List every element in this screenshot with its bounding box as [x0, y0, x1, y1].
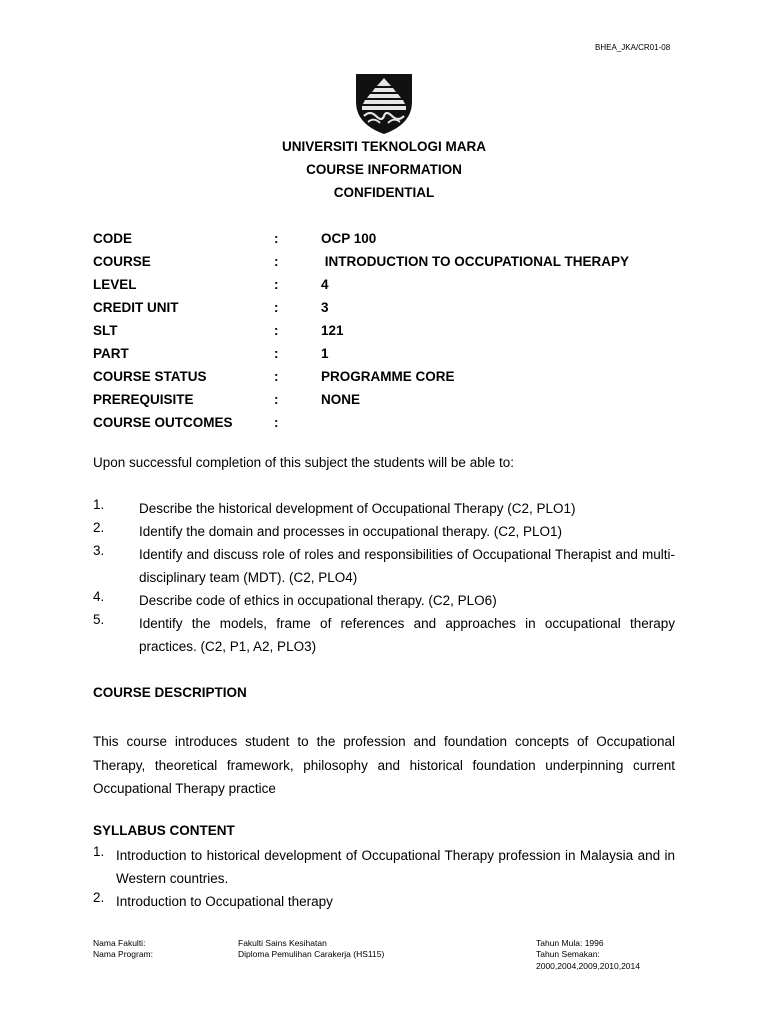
footer-review-value: 2000,2004,2009,2010,2014 [536, 961, 640, 971]
info-separator: : [274, 369, 279, 384]
footer-faculty-value: Fakulti Sains Kesihatan [238, 938, 327, 948]
info-label: COURSE OUTCOMES [93, 415, 233, 430]
footer-program-label: Nama Program: [93, 949, 153, 959]
info-separator: : [274, 300, 279, 315]
outcome-text: Describe the historical development of Occupational Therapy (C2, PLO1) [139, 501, 576, 516]
info-value: NONE [321, 392, 361, 407]
footer-start-label: Tahun Mula: [536, 938, 583, 948]
info-value: 121 [321, 323, 344, 338]
course-description-title: COURSE DESCRIPTION [93, 685, 247, 700]
outcome-number: 5. [93, 612, 105, 627]
syllabus-number: 1. [93, 844, 105, 859]
info-separator: : [274, 415, 279, 430]
outcome-number: 1. [93, 497, 105, 512]
outcome-text: Identify the domain and processes in occupational therapy. (C2, PLO1) [139, 524, 562, 539]
course-description-text: This course introduces student to the profession and foundation concepts of Occupational Therapy, theoretical framework, philosophy and historical foundation underpinning current Occupational Therapy practice [93, 734, 675, 796]
info-value: PROGRAMME CORE [321, 369, 455, 384]
info-label: COURSE [93, 254, 151, 269]
info-separator: : [274, 277, 279, 292]
syllabus-content-title: SYLLABUS CONTENT [93, 823, 235, 838]
info-separator: : [274, 254, 279, 269]
document-type: COURSE INFORMATION [306, 162, 462, 177]
syllabus-text: Introduction to Occupational therapy [116, 894, 333, 909]
info-value: INTRODUCTION TO OCCUPATIONAL THERAPY [321, 254, 630, 269]
footer-program-value: Diploma Pemulihan Carakerja (HS115) [238, 949, 385, 959]
outcome-number: 3. [93, 543, 105, 558]
university-crest-icon [354, 72, 414, 136]
info-label: CREDIT UNIT [93, 300, 179, 315]
info-value: 3 [321, 300, 329, 315]
footer-start-value: 1996 [584, 938, 604, 948]
document-code: BHEA_JKA/CR01-08 [595, 43, 671, 52]
info-value: OCP 100 [321, 231, 377, 246]
footer-start-year [536, 938, 604, 948]
outcomes-intro: Upon successful completion of this subject the students will be able to: [93, 455, 514, 470]
outcome-text: Identify and discuss role of roles and responsibilities of Occupational Therapist and multi-disciplinary team (MDT). (C2, PLO4) [139, 547, 675, 585]
info-label: COURSE STATUS [93, 369, 207, 384]
info-value: 4 [321, 277, 329, 292]
info-separator: : [274, 346, 279, 361]
info-label: CODE [93, 231, 133, 246]
outcome-number: 2. [93, 520, 105, 535]
confidentiality-label: CONFIDENTIAL [333, 185, 435, 200]
outcome-text: Describe code of ethics in occupational therapy. (C2, PLO6) [139, 593, 497, 608]
university-name: UNIVERSITI TEKNOLOGI MARA [281, 139, 486, 154]
outcome-text: Identify the models, frame of references and approaches in occupational therapy practices. (C2, P1, A2, PLO3) [139, 616, 675, 654]
footer-faculty-label: Nama Fakulti: [93, 938, 146, 948]
info-separator: : [274, 392, 279, 407]
syllabus-number: 2. [93, 890, 105, 905]
syllabus-text: Introduction to historical development of Occupational Therapy profession in Malaysia and in Western countries. [116, 848, 675, 886]
info-separator: : [274, 231, 279, 246]
info-label: PREREQUISITE [93, 392, 194, 407]
info-separator: : [274, 323, 279, 338]
info-label: PART [93, 346, 129, 361]
footer-review-label: Tahun Semakan: [536, 949, 600, 959]
info-value: 1 [321, 346, 329, 361]
info-label: LEVEL [93, 277, 137, 292]
info-label: SLT [93, 323, 118, 338]
outcome-number: 4. [93, 589, 105, 604]
